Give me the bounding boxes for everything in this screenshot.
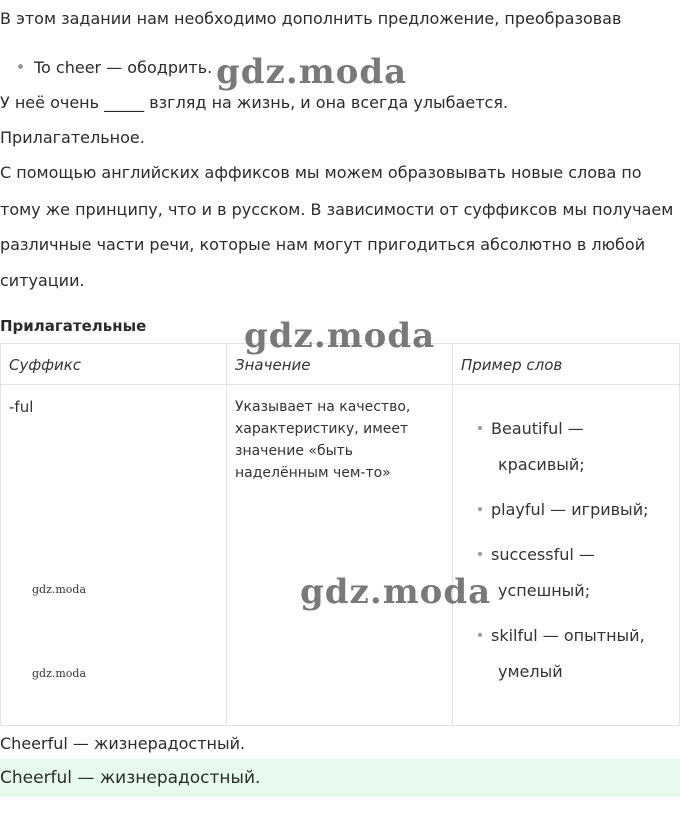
paragraph-line-3: различные части речи, которые нам могут пригодиться абсолютно в любой — [0, 235, 646, 254]
bullet-dot — [478, 507, 482, 511]
cell-meaning-1: Указывает на качество, — [235, 399, 411, 415]
example-1 — [478, 419, 584, 439]
header-divider — [0, 384, 680, 385]
header-examples: Пример слов — [461, 356, 563, 374]
table-title: Прилагательные — [0, 317, 147, 335]
example-3 — [478, 545, 595, 565]
paragraph-line-4: ситуации. — [0, 271, 85, 290]
task-sentence: У неё очень _____ взгляд на жизнь, и она всегда улыбается. — [0, 93, 509, 112]
watermark-small: gdz.moda — [32, 667, 87, 680]
example-3-cont: успешный; — [498, 581, 591, 600]
example-2 — [478, 500, 648, 520]
header-suffix: Суффикс — [9, 356, 82, 374]
bullet-dot — [478, 552, 482, 556]
watermark-logo: gdz.moda — [216, 52, 408, 92]
watermark-logo: gdz.moda — [244, 316, 436, 356]
header-meaning: Значение — [235, 356, 311, 374]
watermark-logo: gdz.moda — [300, 572, 492, 612]
example-2-text: playful — игривый; — [491, 500, 649, 519]
answer-text: Cheerful — жизнерадостный. — [0, 734, 246, 753]
example-1-cont: красивый; — [498, 455, 585, 474]
example-1-text: Beautiful — — [491, 419, 584, 438]
cell-meaning-2: характеристику, имеет — [235, 421, 409, 437]
bullet-text: To cheer — ободрить. — [34, 58, 213, 77]
paragraph-line-2: тому же принципу, что и в русском. В зависимости от суффиксов мы получаем — [0, 200, 674, 219]
answer-highlight-text: Cheerful — жизнерадостный. — [0, 768, 261, 788]
watermark-small: gdz.moda — [32, 583, 87, 596]
cell-meaning-3: значение «быть — [235, 443, 354, 459]
bullet-dot — [478, 633, 482, 637]
answer-highlight-box — [0, 759, 680, 797]
bullet-item — [18, 58, 212, 78]
example-4-cont: умелый — [498, 662, 563, 681]
paragraph-line-1: С помощью английских аффиксов мы можем образовывать новые слова по — [0, 163, 642, 182]
part-of-speech: Прилагательное. — [0, 128, 145, 147]
example-3-text: successful — — [491, 545, 595, 564]
example-4-text: skilful — опытный, — [491, 626, 645, 645]
intro-text: В этом задании нам необходимо дополнить предложение, преобразовав — [0, 9, 622, 28]
suffix-table — [0, 343, 680, 726]
cell-meaning-4: наделённым чем-то» — [235, 465, 391, 481]
cell-suffix: -ful — [9, 398, 34, 416]
example-4 — [478, 626, 645, 646]
bullet-dot — [478, 426, 482, 430]
bullet-dot — [18, 64, 23, 69]
